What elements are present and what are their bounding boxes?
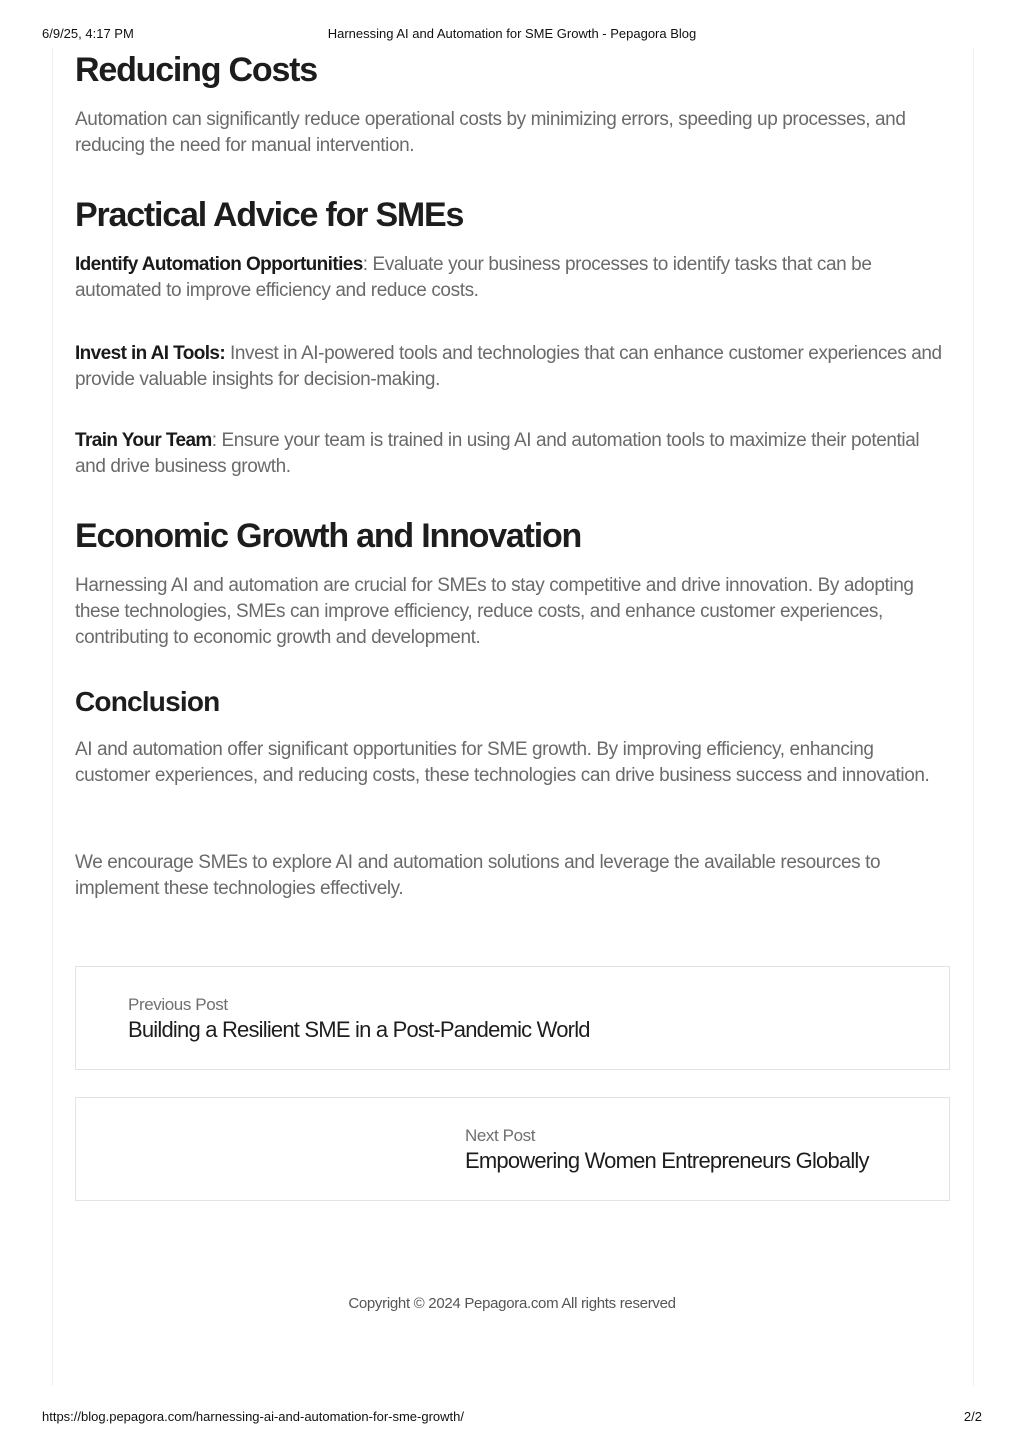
advice-text: Invest in AI-powered tools and technologies that can enhance customer experiences and provide valuable insights for decision-making. [75, 343, 942, 390]
next-post-title[interactable]: Empowering Women Entrepreneurs Globally [465, 1148, 869, 1173]
advice-item-1 [75, 252, 951, 304]
advice-term: Invest in AI Tools: [75, 343, 226, 364]
advice-paragraph [75, 252, 951, 304]
section-reducing-costs [75, 50, 951, 90]
copyright-text: Copyright © 2024 Pepagora.com All rights reserved [348, 1295, 676, 1312]
section-economic-growth [75, 516, 951, 556]
print-header [42, 26, 982, 42]
print-page-number: 2/2 [963, 1409, 982, 1424]
advice-item-2 [75, 341, 951, 393]
print-footer [42, 1409, 982, 1425]
heading-economic-growth: Economic Growth and Innovation [75, 517, 582, 555]
previous-post-link[interactable] [75, 966, 950, 1070]
heading-reducing-costs: Reducing Costs [75, 51, 318, 89]
previous-post-title[interactable]: Building a Resilient SME in a Post-Pandemic World [128, 1017, 590, 1042]
advice-term: Identify Automation Opportunities [75, 254, 363, 275]
next-post-link[interactable] [75, 1097, 950, 1201]
section-practical-advice [75, 195, 951, 235]
paragraph-reducing-costs: Automation can significantly reduce operational costs by minimizing errors, speeding up processes, and reducing the need for manual intervention. [75, 109, 906, 156]
paragraph-conclusion-1: AI and automation offer significant opportunities for SME growth. By improving efficiency, enhancing customer experiences, and reducing costs, these technologies can drive business success and innovation. [75, 739, 930, 786]
print-date: 6/9/25, 4:17 PM [42, 26, 134, 41]
advice-term: Train Your Team [75, 430, 212, 451]
advice-text: : Ensure your team is trained in using AI and automation tools to maximize their potential and drive business growth. [75, 430, 920, 477]
reducing-costs-body-wrap [75, 107, 951, 159]
advice-item-3 [75, 428, 951, 480]
conclusion-paragraph-1-wrap [75, 737, 951, 789]
next-post-label: Next Post [465, 1126, 536, 1145]
print-page-title: Harnessing AI and Automation for SME Growth - Pepagora Blog [327, 26, 697, 41]
heading-conclusion: Conclusion [75, 686, 220, 717]
economic-growth-body-wrap [75, 573, 951, 651]
advice-text: : Evaluate your business processes to identify tasks that can be automated to improve efficiency and reduce costs. [75, 254, 872, 301]
print-url: https://blog.pepagora.com/harnessing-ai-and-automation-for-sme-growth/ [42, 1409, 464, 1424]
paragraph-conclusion-2: We encourage SMEs to explore AI and automation solutions and leverage the available resources to implement these technologies effectively. [75, 852, 881, 899]
conclusion-paragraph-2-wrap [75, 850, 951, 902]
advice-paragraph [75, 341, 951, 393]
paragraph-economic-growth: Harnessing AI and automation are crucial for SMEs to stay competitive and drive innovation. By adopting these technologies, SMEs can improve efficiency, reduce costs, and enhance customer experiences, contributing to economic growth and development. [75, 575, 914, 648]
previous-post-label: Previous Post [128, 995, 228, 1014]
section-conclusion [75, 685, 951, 719]
heading-practical-advice: Practical Advice for SMEs [75, 196, 464, 234]
advice-paragraph [75, 428, 951, 480]
